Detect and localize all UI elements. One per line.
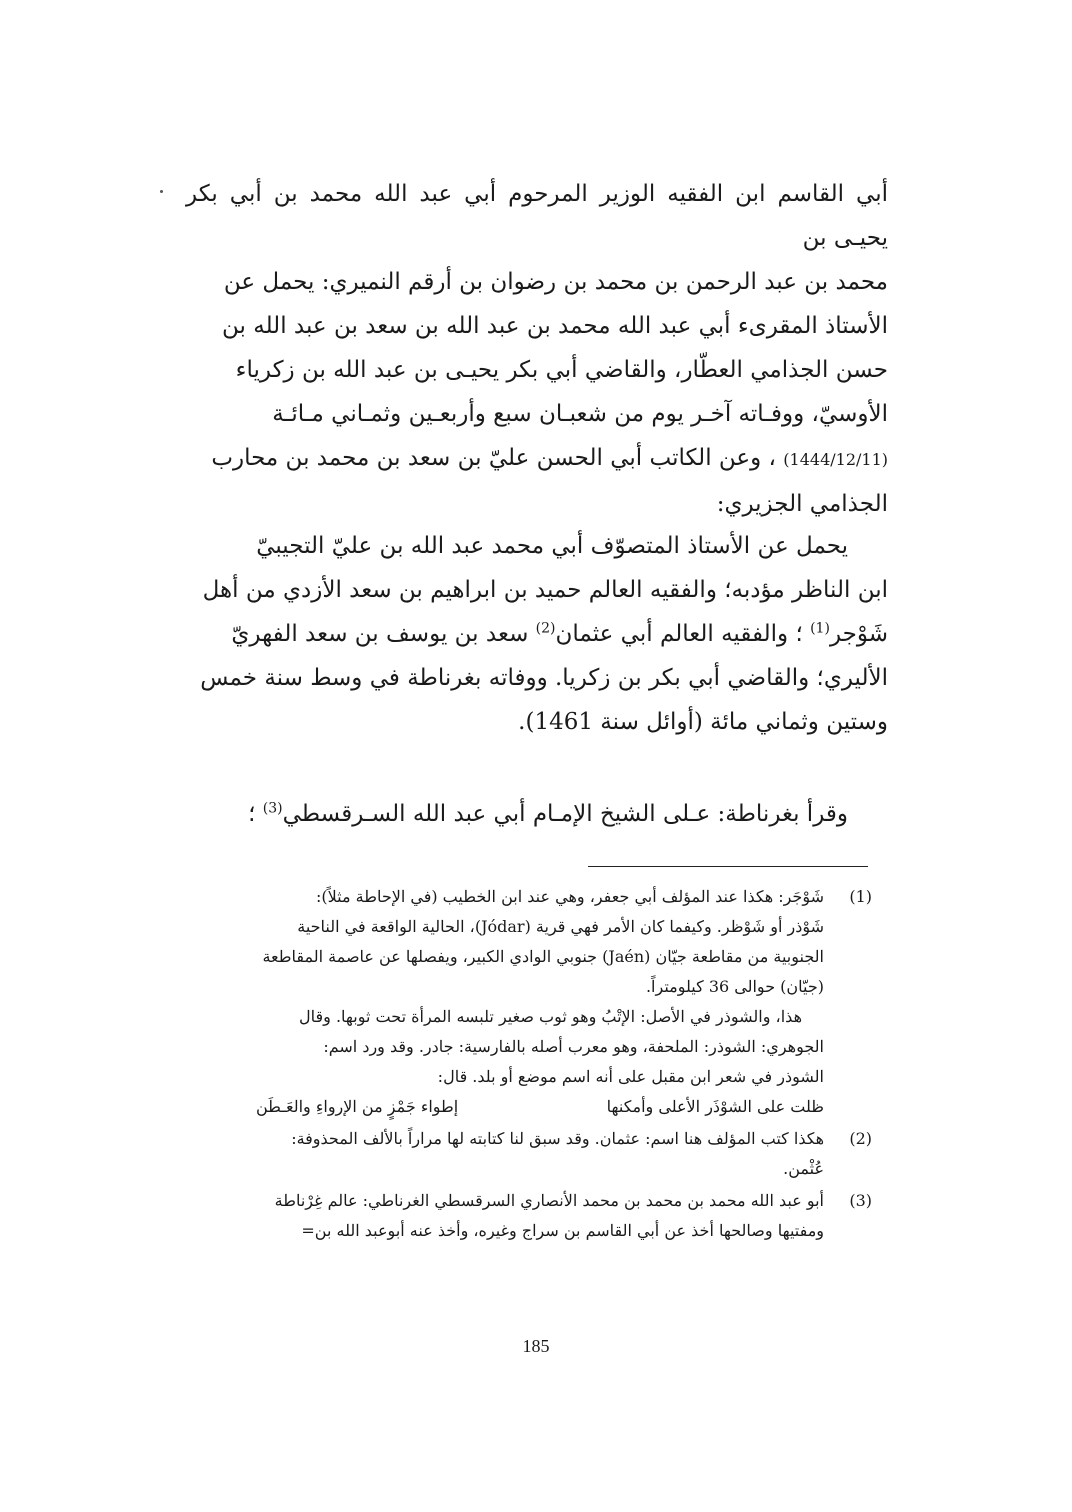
page-number: 185 — [522, 1336, 550, 1356]
footnote-line: هذا، والشوذر في الأصل: الإتْبُ وهو ثوب صغير تلبسه المرأة تحت ثوبها. وقال — [299, 1007, 802, 1026]
paragraph-2 — [186, 524, 888, 744]
text-line — [186, 792, 888, 836]
text-line: حسن الجذامي العطّار، والقاضي أبي بكر يحيـى بن عبد الله بن زكرياء — [235, 357, 888, 383]
text-line: الأستاذ المقرىء أبي عبد الله محمد بن عبد الله بن سعد بن عبد الله بن — [222, 313, 888, 339]
footnote-line: عُثْمن. — [783, 1159, 824, 1178]
text-segment: ، وعن الكاتب أبي الحسن عليّ بن سعد بن محمد بن محارب — [211, 445, 776, 471]
footnote-line: الجوهري: الشوذر: الملحفة، وهو معرب أصله بالفارسية: جادر. وقد ورد اسم: — [323, 1037, 824, 1056]
footnote-1 — [186, 882, 872, 1122]
text-line: محمد بن عبد الرحمن بن محمد بن رضوان بن أرقم النميري: يحمل عن — [223, 269, 888, 295]
date-gregorian: (1444/12/11) — [783, 450, 888, 469]
text-line: أبي القاسم ابن الفقيه الوزير المرحوم أبي عبد الله محمد بن أبي بكر يحيـى بن — [186, 181, 888, 251]
verse-hemistich-second: إطواء جَمْزٍ من الإرواءِ والعَـطَن — [256, 1097, 459, 1116]
text-line: الأوسيّ، ووفـاته آخـر يوم من شعبـان سبع وأربعـين وثمـاني مـائـة — [272, 401, 888, 427]
text-segment: ، الحالية الواقعة في الناحية — [297, 917, 475, 936]
footnote-line — [186, 942, 824, 972]
footnote-number: (2) — [849, 1129, 872, 1148]
text-segment: جنوبي الوادي الكبير، ويفصلها عن عاصمة المقاطعة — [262, 947, 598, 966]
footnote-number: (1) — [849, 887, 872, 906]
footnote-ref-3[interactable]: (3) — [262, 800, 283, 817]
footnote-line — [186, 912, 824, 942]
text-line: ابن الناظر مؤدبه؛ والفقيه العالم حميد بن ابراهيم بن سعد الأزدي من أهل — [202, 577, 888, 603]
footnote-line: أبو عبد الله محمد بن محمد بن محمد الأنصاري السرقسطي الغرناطي: عالم غِرْناطة — [274, 1191, 824, 1210]
poetry-verse — [186, 1092, 824, 1122]
footnote-ref-2[interactable]: (2) — [535, 620, 556, 637]
verse-hemistich-first: ظلت على الشوْذَر الأعلى وأمكنها — [606, 1097, 824, 1116]
footnote-ref-1[interactable]: (1) — [810, 620, 830, 637]
footnote-line: الشوذر في شعر ابن مقبل على أنه اسم موضع أو بلد. قال: — [437, 1067, 824, 1086]
text-line: الجذامي الجزيري: — [716, 491, 888, 517]
text-line — [186, 612, 888, 656]
text-line — [186, 436, 888, 482]
text-segment: ؛ والفقيه العالم أبي عثمان — [555, 621, 803, 647]
text-segment: ؛ — [248, 801, 256, 827]
paragraph-1 — [186, 172, 888, 526]
latin-term: (Jaén) — [602, 947, 651, 966]
footnote-line: شَوْجَر: هكذا عند المؤلف أبي جعفر، وهي عند ابن الخطيب (في الإحاطة مثلاً): — [315, 887, 824, 906]
margin-dot — [160, 190, 163, 193]
footnote-divider — [588, 866, 868, 867]
latin-term: (Jódar) — [474, 917, 531, 936]
text-segment: وقرأ بغرناطة: عـلى الشيخ الإمـام أبي عبد الله السـرقسطي — [282, 801, 848, 827]
text-line: وستين وثماني مائة (أوائل سنة 1461). — [518, 709, 888, 735]
text-line — [186, 524, 888, 568]
footnote-line: هكذا كتب المؤلف هنا اسم: عثمان. وقد سبق لنا كتابته لها مراراً بالألف المحذوفة: — [291, 1129, 824, 1148]
text-line: الأليري؛ والقاضي أبي بكر بن زكريا. ووفاته بغرناطة في وسط سنة خمس — [200, 665, 888, 691]
footnote-line: (جيّان) حوالى 36 كيلومتراً. — [645, 977, 824, 996]
footnotes — [186, 882, 872, 1246]
text-segment: الجنوبية من مقاطعة جيّان — [655, 947, 824, 966]
footnote-line: ومفتيها وصالحها أخذ عن أبي القاسم بن سراج وغيره، وأخذ عنه أبوعبد الله بن= — [301, 1221, 824, 1240]
footnote-3 — [186, 1186, 872, 1246]
text-segment: يحمل عن الأستاذ المتصوّف أبي محمد عبد الله بن عليّ التجيبيّ — [256, 533, 848, 559]
footnote-2 — [186, 1124, 872, 1184]
text-segment: شَوْذر أو شَوْظر. وكيفما كان الأمر فهي قرية — [535, 917, 824, 936]
paragraph-3 — [186, 792, 888, 836]
text-segment: شَوْجر — [829, 621, 888, 647]
text-segment: سعد بن يوسف بن سعد الفهريّ — [231, 621, 529, 647]
footnote-number: (3) — [849, 1191, 872, 1210]
